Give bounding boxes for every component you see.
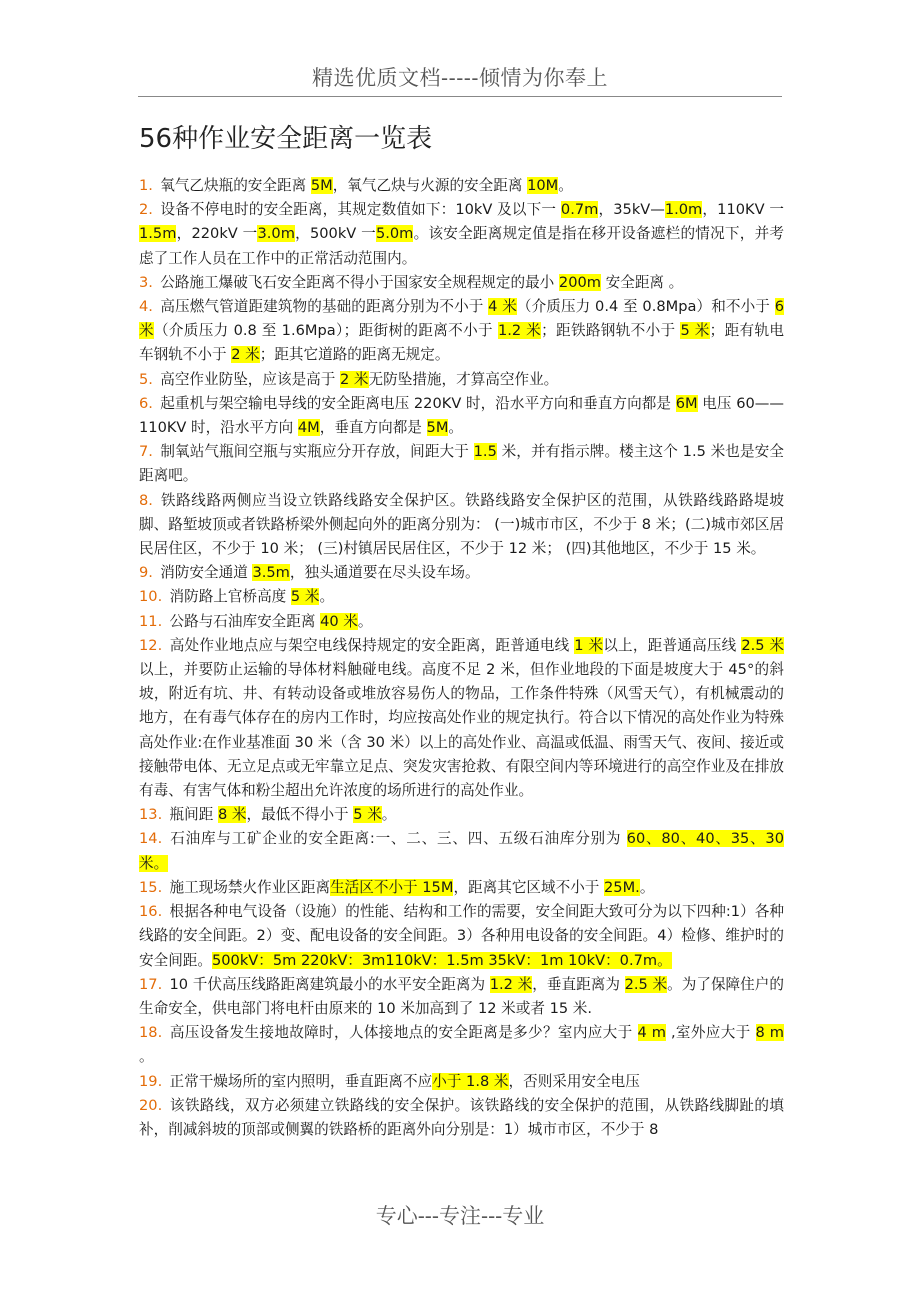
list-item bbox=[139, 1094, 784, 1142]
item-number: 7. bbox=[139, 443, 153, 461]
item-text: 10 千伏高压线路距离建筑最小的水平安全距离为 bbox=[169, 975, 490, 993]
item-text: ；距有轨电车钢轨不小于 bbox=[139, 322, 784, 364]
list-item bbox=[139, 973, 784, 1021]
item-text: 。该安全距离规定值是指在移开设备遮栏的情况下，并考虑了工作人员在工作中的正常活动范围内。 bbox=[139, 225, 784, 267]
item-number: 4. bbox=[139, 298, 153, 316]
list-item bbox=[139, 561, 784, 585]
item-text: （介质压力 0.8 至 1.6Mpa）；距街树的距离不小于 bbox=[153, 322, 498, 340]
item-number: 6. bbox=[139, 394, 153, 412]
list-item bbox=[139, 198, 784, 271]
item-text: 正常干燥场所的室内照明，垂直距离不应 bbox=[169, 1072, 433, 1090]
list-item bbox=[139, 610, 784, 634]
item-text: ，独头通道要在尽头设车场。 bbox=[289, 564, 480, 582]
item-text: 米，并有指示牌。楼主这个 1.5 米也是安全距离吧。 bbox=[139, 443, 784, 485]
item-text: 根据各种电气设备（设施）的性能、结构和工作的需要，安全间距大致可分为以下四种:1）各种线路的安全间距。2）变、配电设备的安全间距。3）各种用电设备的安全间距。4）检修、维护时的安全间距。 bbox=[139, 903, 784, 969]
item-text: 电压 60——110KV 时，沿水平方向 bbox=[139, 394, 784, 437]
highlighted-value: 小于 1.8 米 bbox=[432, 1072, 509, 1090]
item-number: 15. bbox=[139, 878, 163, 896]
item-number: 12. bbox=[139, 636, 163, 654]
list-item bbox=[139, 585, 784, 609]
item-number: 16. bbox=[139, 903, 163, 921]
item-text: 消防安全通道 bbox=[160, 564, 253, 582]
item-text: 。 bbox=[357, 612, 373, 630]
highlighted-value: 4M bbox=[297, 419, 320, 437]
highlighted-value: 6 米 bbox=[139, 298, 784, 340]
highlighted-value: 5 米 bbox=[353, 806, 382, 824]
item-text: （介质压力 0.4 至 0.8Mpa）和不小于 bbox=[516, 298, 775, 316]
highlighted-value: 4 m bbox=[637, 1024, 666, 1042]
item-text: ，最低不得小于 bbox=[246, 806, 354, 824]
item-text: ，110KV 一 bbox=[702, 201, 784, 219]
list-item bbox=[139, 368, 784, 392]
highlighted-value: 200m bbox=[558, 273, 601, 291]
list-item bbox=[139, 803, 784, 827]
item-text: ，距离其它区域不小于 bbox=[453, 878, 605, 896]
header-divider bbox=[138, 96, 782, 97]
item-number: 1. bbox=[139, 177, 153, 194]
item-text: ，35kV— bbox=[598, 201, 665, 219]
item-number: 13. bbox=[139, 806, 163, 824]
highlighted-value: 2.5 米 bbox=[624, 975, 668, 993]
list-item bbox=[139, 1070, 784, 1094]
item-text: 氧气乙炔瓶的安全距离 bbox=[160, 177, 311, 194]
highlighted-value: 5 米 bbox=[680, 322, 710, 340]
highlighted-value: 2 米 bbox=[231, 346, 260, 364]
item-text: 以上，并要防止运输的导体材料触碰电线。高度不足 2 米，但作业地段的下面是坡度大于 45°的斜坡，附近有坑、井、有转动设备或堆放容易伤人的物品，工作条件特殊（风雪天气），有机械震动的地方，在有毒气体存在的房内工作时，均应按高处作业的规定执行。符合以下情况的高处作业为特殊高处作业:在作业基准面 30 米（含 30 米）以上的高处作业、高温或低温、雨雪天气、夜间、接近或接触带电体、无立足点或无牢靠立足点、突发灾害抢救、有限空间内等环境进行的高空作业及在排放有毒、有害气体和粉尘超出允许浓度的场所进行的高处作业。 bbox=[139, 661, 784, 800]
item-text: 石油库与工矿企业的安全距离:一、二、三、四、五级石油库分别为 bbox=[169, 830, 627, 848]
highlighted-value: 8 m bbox=[755, 1024, 785, 1042]
item-number: 17. bbox=[139, 975, 163, 993]
document-title: 56种作业安全距离一览表 bbox=[139, 124, 433, 154]
highlighted-value: 25M. bbox=[604, 878, 640, 896]
item-number: 3. bbox=[139, 273, 153, 291]
highlighted-value: 500kV：5m 220kV：3m110kV：1.5m 35kV：1m 10kV：0.7m。 bbox=[211, 951, 672, 969]
item-number: 8. bbox=[139, 491, 153, 509]
item-text: 瓶间距 bbox=[169, 806, 218, 824]
list-item bbox=[139, 271, 784, 295]
highlighted-value: 1.5m bbox=[139, 225, 177, 243]
item-number: 19. bbox=[139, 1072, 163, 1090]
item-number: 5. bbox=[139, 370, 153, 388]
item-text: ，否则采用安全电压 bbox=[508, 1072, 640, 1090]
item-text: 高压设备发生接地故障时，人体接地点的安全距离是多少？室内应大于 bbox=[169, 1024, 638, 1042]
item-text: 公路与石油库安全距离 bbox=[169, 612, 321, 630]
item-text: 设备不停电时的安全距离，其规定数值如下：10kV 及以下一 bbox=[160, 201, 561, 219]
item-number: 2. bbox=[139, 201, 153, 219]
list-item bbox=[139, 1021, 784, 1069]
list-item bbox=[139, 489, 784, 562]
highlighted-value: 5.0m bbox=[375, 225, 414, 243]
highlighted-value: 1.2 米 bbox=[489, 975, 533, 993]
page-header: 精选优质文档-----倾情为你奉上 bbox=[312, 66, 608, 90]
item-text: 以上，距普通高压线 bbox=[603, 636, 742, 654]
item-text: ，垂直方向都是 bbox=[319, 419, 427, 437]
item-text: 高压燃气管道距建筑物的基础的距离分别为不小于 bbox=[160, 298, 489, 316]
list-item bbox=[139, 900, 784, 973]
highlighted-value: 4 米 bbox=[488, 298, 517, 316]
list-item bbox=[139, 295, 784, 368]
item-text: ，氧气乙炔与火源的安全距离 bbox=[332, 177, 528, 194]
item-text: 。 bbox=[639, 878, 655, 896]
document-body bbox=[139, 174, 784, 1142]
item-text: 铁路线路两侧应当设立铁路线路安全保护区。铁路线路安全保护区的范围，从铁路线路路堤坡脚、路堑坡顶或者铁路桥梁外侧起向外的距离分别为： (一)城市市区，不少于 8 米；(二)城市郊区居民居住区，不少于 10 米； (三)村镇居民居住区，不少于 12 米； (四)其他地区，不少于 15 米。 bbox=[139, 491, 784, 558]
highlighted-value: 5 米 bbox=[290, 588, 320, 606]
highlighted-value: 5M bbox=[426, 419, 449, 437]
highlighted-value: 60、80、40、35、30 米。 bbox=[139, 830, 784, 872]
highlighted-value: 2 米 bbox=[340, 370, 369, 388]
highlighted-value: 1.0m bbox=[664, 201, 703, 219]
item-text: 。 bbox=[558, 177, 573, 194]
highlighted-value: 0.7m bbox=[560, 201, 599, 219]
highlighted-value: 2.5 米 bbox=[741, 636, 784, 654]
item-text: 高空作业防坠，应该是高于 bbox=[160, 370, 340, 388]
item-text: ，垂直距离为 bbox=[532, 975, 625, 993]
item-number: 20. bbox=[139, 1096, 163, 1114]
item-text: 。 bbox=[139, 1048, 154, 1066]
item-number: 18. bbox=[139, 1024, 163, 1042]
highlighted-value: 生活区不小于 15M bbox=[330, 878, 454, 896]
list-item bbox=[139, 827, 784, 875]
list-item bbox=[139, 174, 784, 198]
item-number: 14. bbox=[139, 830, 163, 848]
highlighted-value: 10M bbox=[527, 177, 559, 194]
item-text: 。 bbox=[381, 806, 397, 824]
list-item bbox=[139, 440, 784, 488]
item-text: ；距铁路钢轨不小于 bbox=[541, 322, 681, 340]
item-text: 。 bbox=[319, 588, 335, 606]
highlighted-value: 1.2 米 bbox=[497, 322, 542, 340]
item-number: 11. bbox=[139, 612, 163, 630]
highlighted-value: 1.5 bbox=[473, 443, 497, 461]
highlighted-value: 8 米 bbox=[217, 806, 247, 824]
item-text: ；距其它道路的距离无规定。 bbox=[259, 346, 450, 364]
highlighted-value: 3.0m bbox=[257, 225, 295, 243]
highlighted-value: 40 米 bbox=[320, 612, 358, 630]
item-text: 。为了保障住户的生命安全，供电部门将电杆由原来的 10 米加高到了 12 米或者 15 米. bbox=[139, 975, 784, 1017]
item-text: 该铁路线，双方必须建立铁路线的安全保护。该铁路线的安全保护的范围，从铁路线脚趾的填补，削减斜坡的顶部或侧翼的铁路桥的距离外向分别是：1）城市市区，不少于 8 bbox=[139, 1096, 784, 1138]
highlighted-value: 5M bbox=[310, 177, 333, 194]
item-text: 消防路上官桥高度 bbox=[169, 588, 291, 606]
item-text: 高处作业地点应与架空电线保持规定的安全距离，距普通电线 bbox=[169, 636, 575, 654]
item-text: 制氧站气瓶间空瓶与实瓶应分开存放，间距大于 bbox=[160, 443, 474, 461]
item-text: 无防坠措施，才算高空作业。 bbox=[368, 370, 559, 388]
item-text: ，220kV 一 bbox=[176, 225, 258, 243]
highlighted-value: 1 米 bbox=[574, 636, 604, 654]
page-footer: 专心---专注---专业 bbox=[375, 1204, 545, 1228]
item-number: 9. bbox=[139, 564, 153, 582]
list-item bbox=[139, 634, 784, 803]
item-text: 安全距离 。 bbox=[601, 273, 684, 291]
list-item bbox=[139, 392, 784, 440]
item-text: 。 bbox=[448, 419, 464, 437]
item-text: 公路施工爆破飞石安全距离不得小于国家安全规程规定的最小 bbox=[160, 273, 559, 291]
item-text: 施工现场禁火作业区距离 bbox=[169, 878, 331, 896]
item-text: 起重机与架空输电导线的安全距离电压 220KV 时，沿水平方向和垂直方向都是 bbox=[160, 394, 676, 412]
highlighted-value: 6M bbox=[675, 394, 698, 412]
list-item bbox=[139, 876, 784, 900]
item-number: 10. bbox=[139, 588, 163, 606]
item-text: ,室外应大于 bbox=[665, 1024, 756, 1042]
highlighted-value: 3.5m bbox=[252, 564, 290, 582]
item-text: ，500kV 一 bbox=[294, 225, 376, 243]
